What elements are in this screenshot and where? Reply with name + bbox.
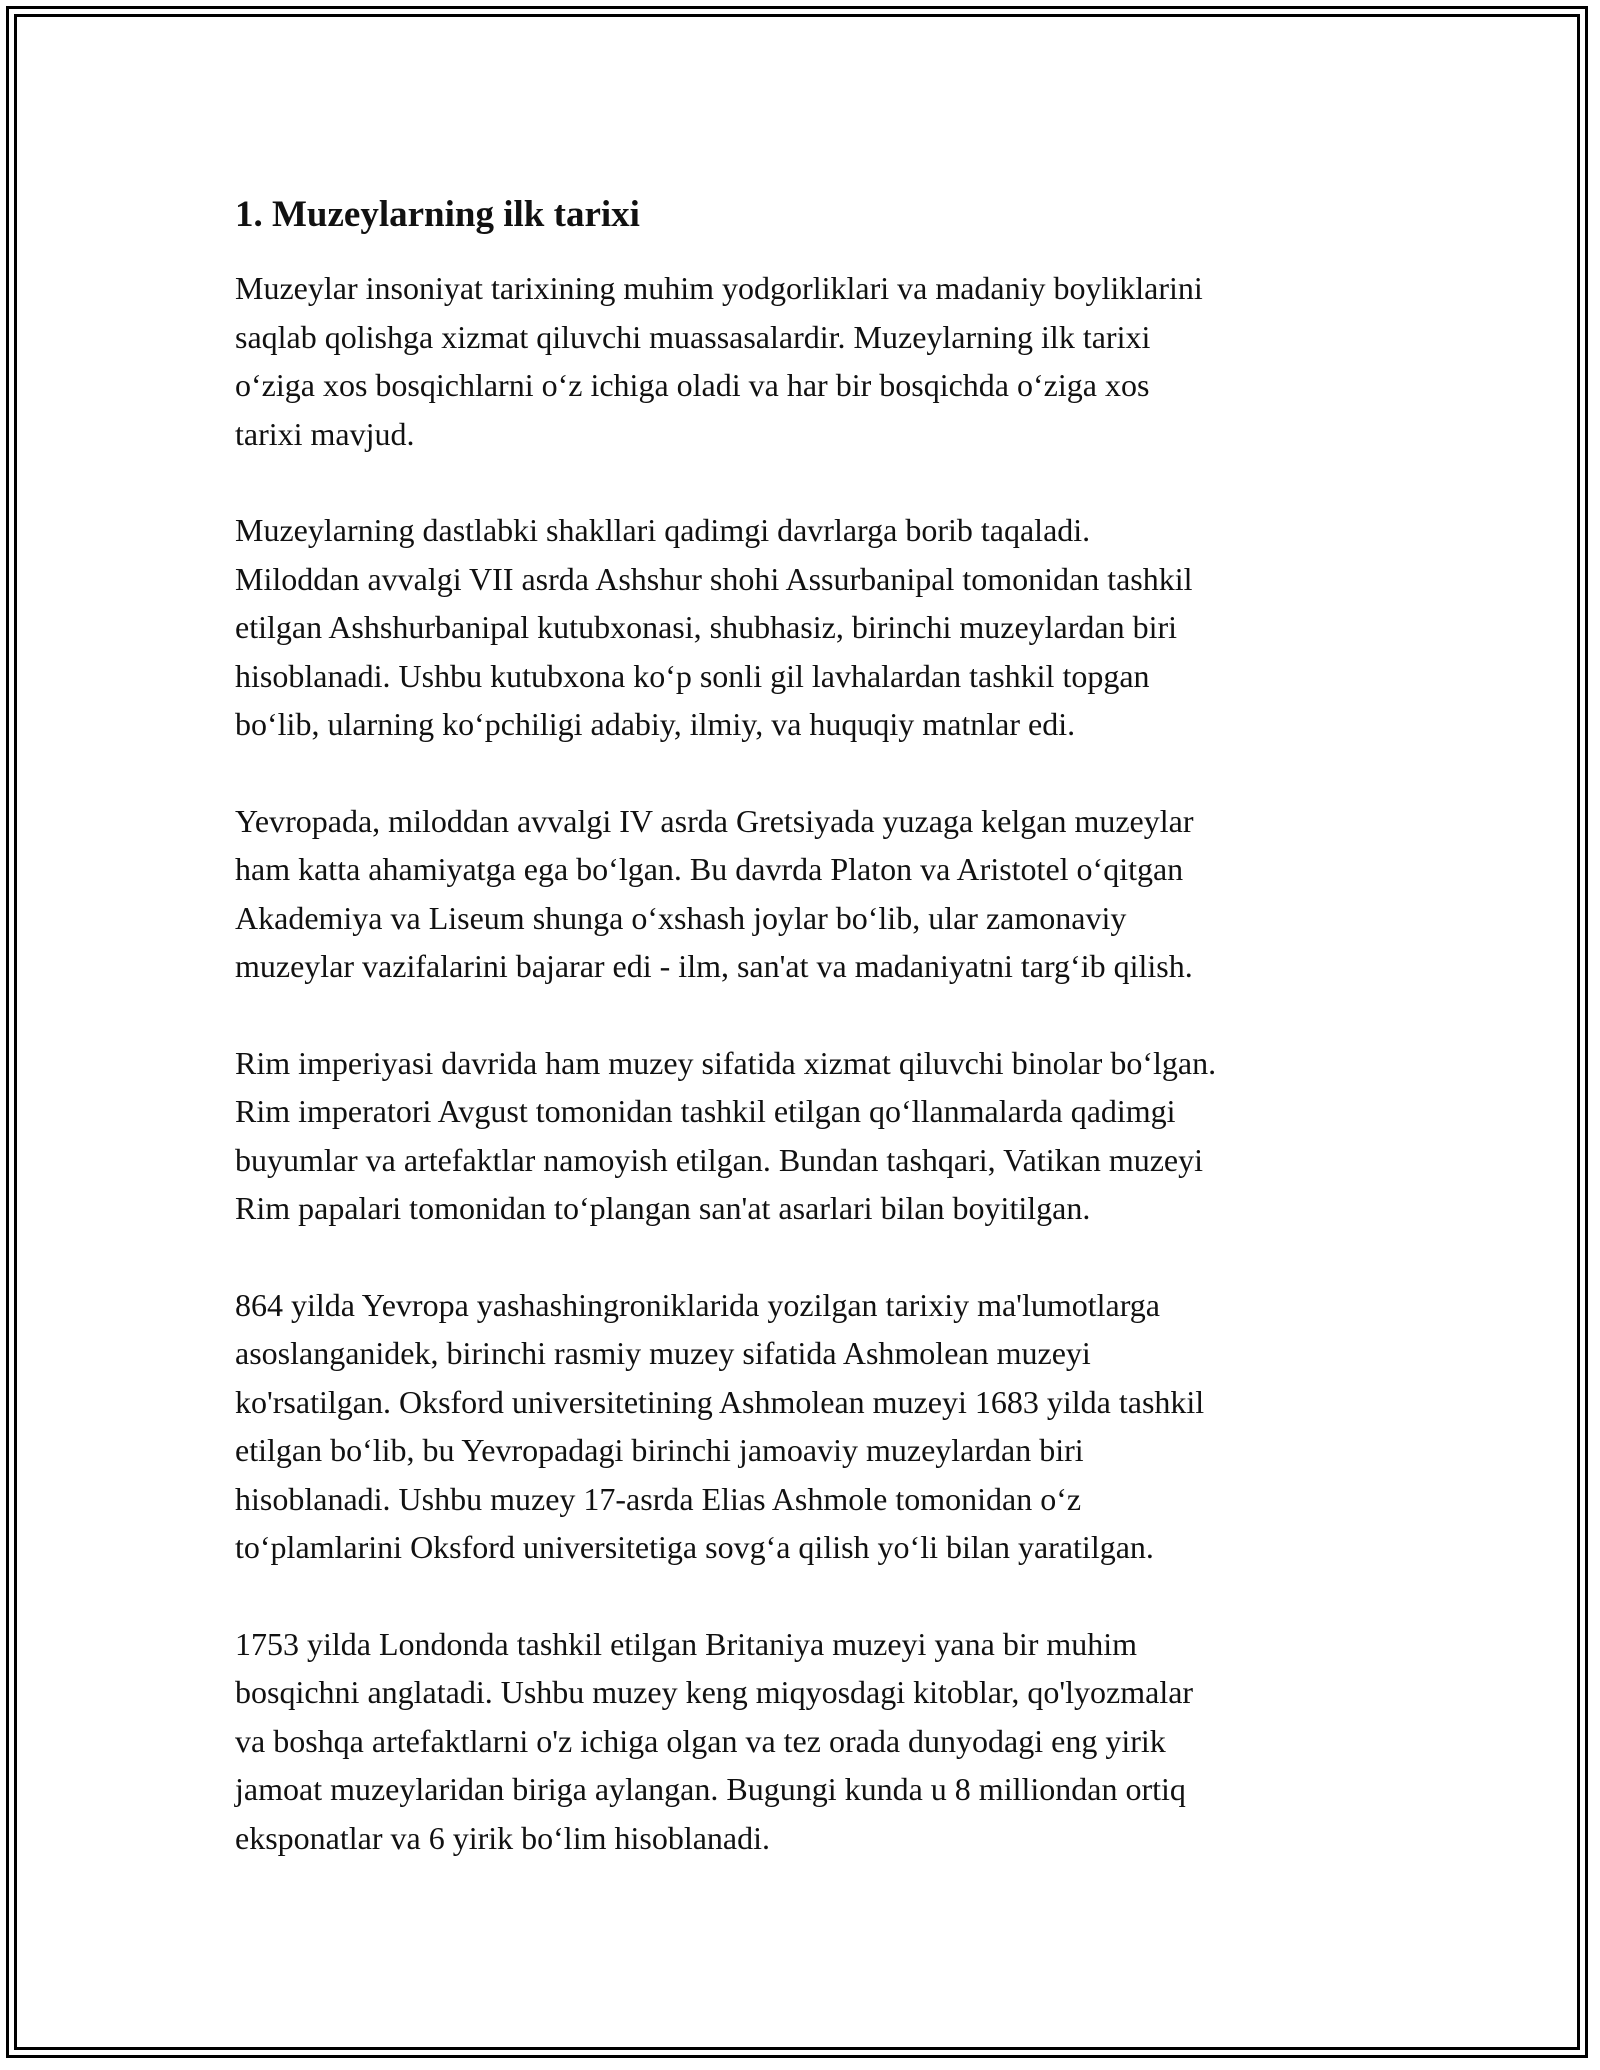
paragraph-line: Rim imperiyasi davrida ham muzey sifatida xizmat qiluvchi binolar bo‘lgan. [235,1044,1217,1081]
paragraph-line: 864 yilda Yevropa yashashingroniklarida yozilgan tarixiy ma'lumotlarga [235,1286,1160,1323]
paragraph-line: jamoat muzeylaridan biriga aylangan. Bugungi kunda u 8 milliondan ortiq [235,1771,1186,1807]
paragraph-line: Miloddan avvalgi VII asrda Ashshur shohi Assurbanipal tomonidan tashkil [235,560,1193,597]
paragraph-line: eksponatlar va 6 yirik bo‘lim hisoblanadi. [235,1819,770,1856]
paragraph-line: Muzeylar insoniyat tarixining muhim yodgorliklari va madaniy boyliklarini [235,270,1203,306]
paragraph-1 [235,264,1385,458]
paragraph-line: tarixi mavjud. [235,415,415,452]
paragraph-line: ham katta ahamiyatga ega bo‘lgan. Bu davrda Platon va Aristotel o‘qitgan [235,851,1184,887]
paragraph-6 [235,1620,1385,1863]
paragraph-4 [235,1039,1385,1233]
paragraph-line: buyumlar va artefaktlar namoyish etilgan. Bundan tashqari, Vatikan muzeyi [235,1141,1204,1178]
paragraph-line: muzeylar vazifalarini bajarar edi - ilm, san'at va madaniyatni targ‘ib qilish. [235,948,1193,984]
paragraph-2 [235,506,1385,749]
paragraph-line: etilgan Ashshurbanipal kutubxonasi, shubhasiz, birinchi muzeylardan biri [235,609,1178,645]
paragraph-line: etilgan bo‘lib, bu Yevropadagi birinchi jamoaviy muzeylardan biri [235,1432,1084,1468]
paragraph-line: va boshqa artefaktlarni o'z ichiga olgan va tez orada dunyodagi eng yirik [235,1722,1166,1759]
paragraph-line: Muzeylarning dastlabki shakllari qadimgi davrlarga borib taqaladi. [235,512,1091,548]
paragraph-line: Rim papalari tomonidan to‘plangan san'at asarlari bilan boyitilgan. [235,1190,1091,1226]
paragraph-line: 1753 yilda Londonda tashkil etilgan Britaniya muzeyi yana bir muhim [235,1625,1138,1662]
paragraph-line: Yevropada, miloddan avvalgi IV asrda Gretsiyada yuzaga kelgan muzeylar [235,802,1194,839]
paragraph-line: bosqichni anglatadi. Ushbu muzey keng miqyosdagi kitoblar, qo'lyozmalar [235,1674,1194,1710]
page-title: 1. Muzeylarning ilk tarixi [235,194,640,235]
paragraph-line: saqlab qolishga xizmat qiluvchi muassasalardir. Muzeylarning ilk tarixi [235,318,1151,355]
paragraph-line: hisoblanadi. Ushbu kutubxona ko‘p sonli gil lavhalardan tashkil topgan [235,657,1150,694]
paragraph-5 [235,1281,1385,1572]
paragraph-3 [235,797,1385,991]
paragraph-line: ko'rsatilgan. Oksford universitetining Ashmolean muzeyi 1683 yilda tashkil [235,1383,1205,1420]
document-page [235,186,1385,1910]
paragraph-line: Rim imperatori Avgust tomonidan tashkil etilgan qo‘llanmalarda qadimgi [235,1093,1176,1129]
paragraph-line: o‘ziga xos bosqichlarni o‘z ichiga oladi va har bir bosqichda o‘ziga xos [235,367,1150,403]
paragraph-line: hisoblanadi. Ushbu muzey 17-asrda Elias Ashmole tomonidan o‘z [235,1480,1082,1517]
paragraph-line: bo‘lib, ularning ko‘pchiligi adabiy, ilmiy, va huquqiy matnlar edi. [235,706,1076,742]
paragraph-line: to‘plamlarini Oksford universitetiga sovg‘a qilish yo‘li bilan yaratilgan. [235,1529,1154,1565]
paragraph-line: Akademiya va Liseum shunga o‘xshash joylar bo‘lib, ular zamonaviy [235,899,1127,936]
paragraph-line: asoslanganidek, birinchi rasmiy muzey sifatida Ashmolean muzeyi [235,1335,1091,1371]
